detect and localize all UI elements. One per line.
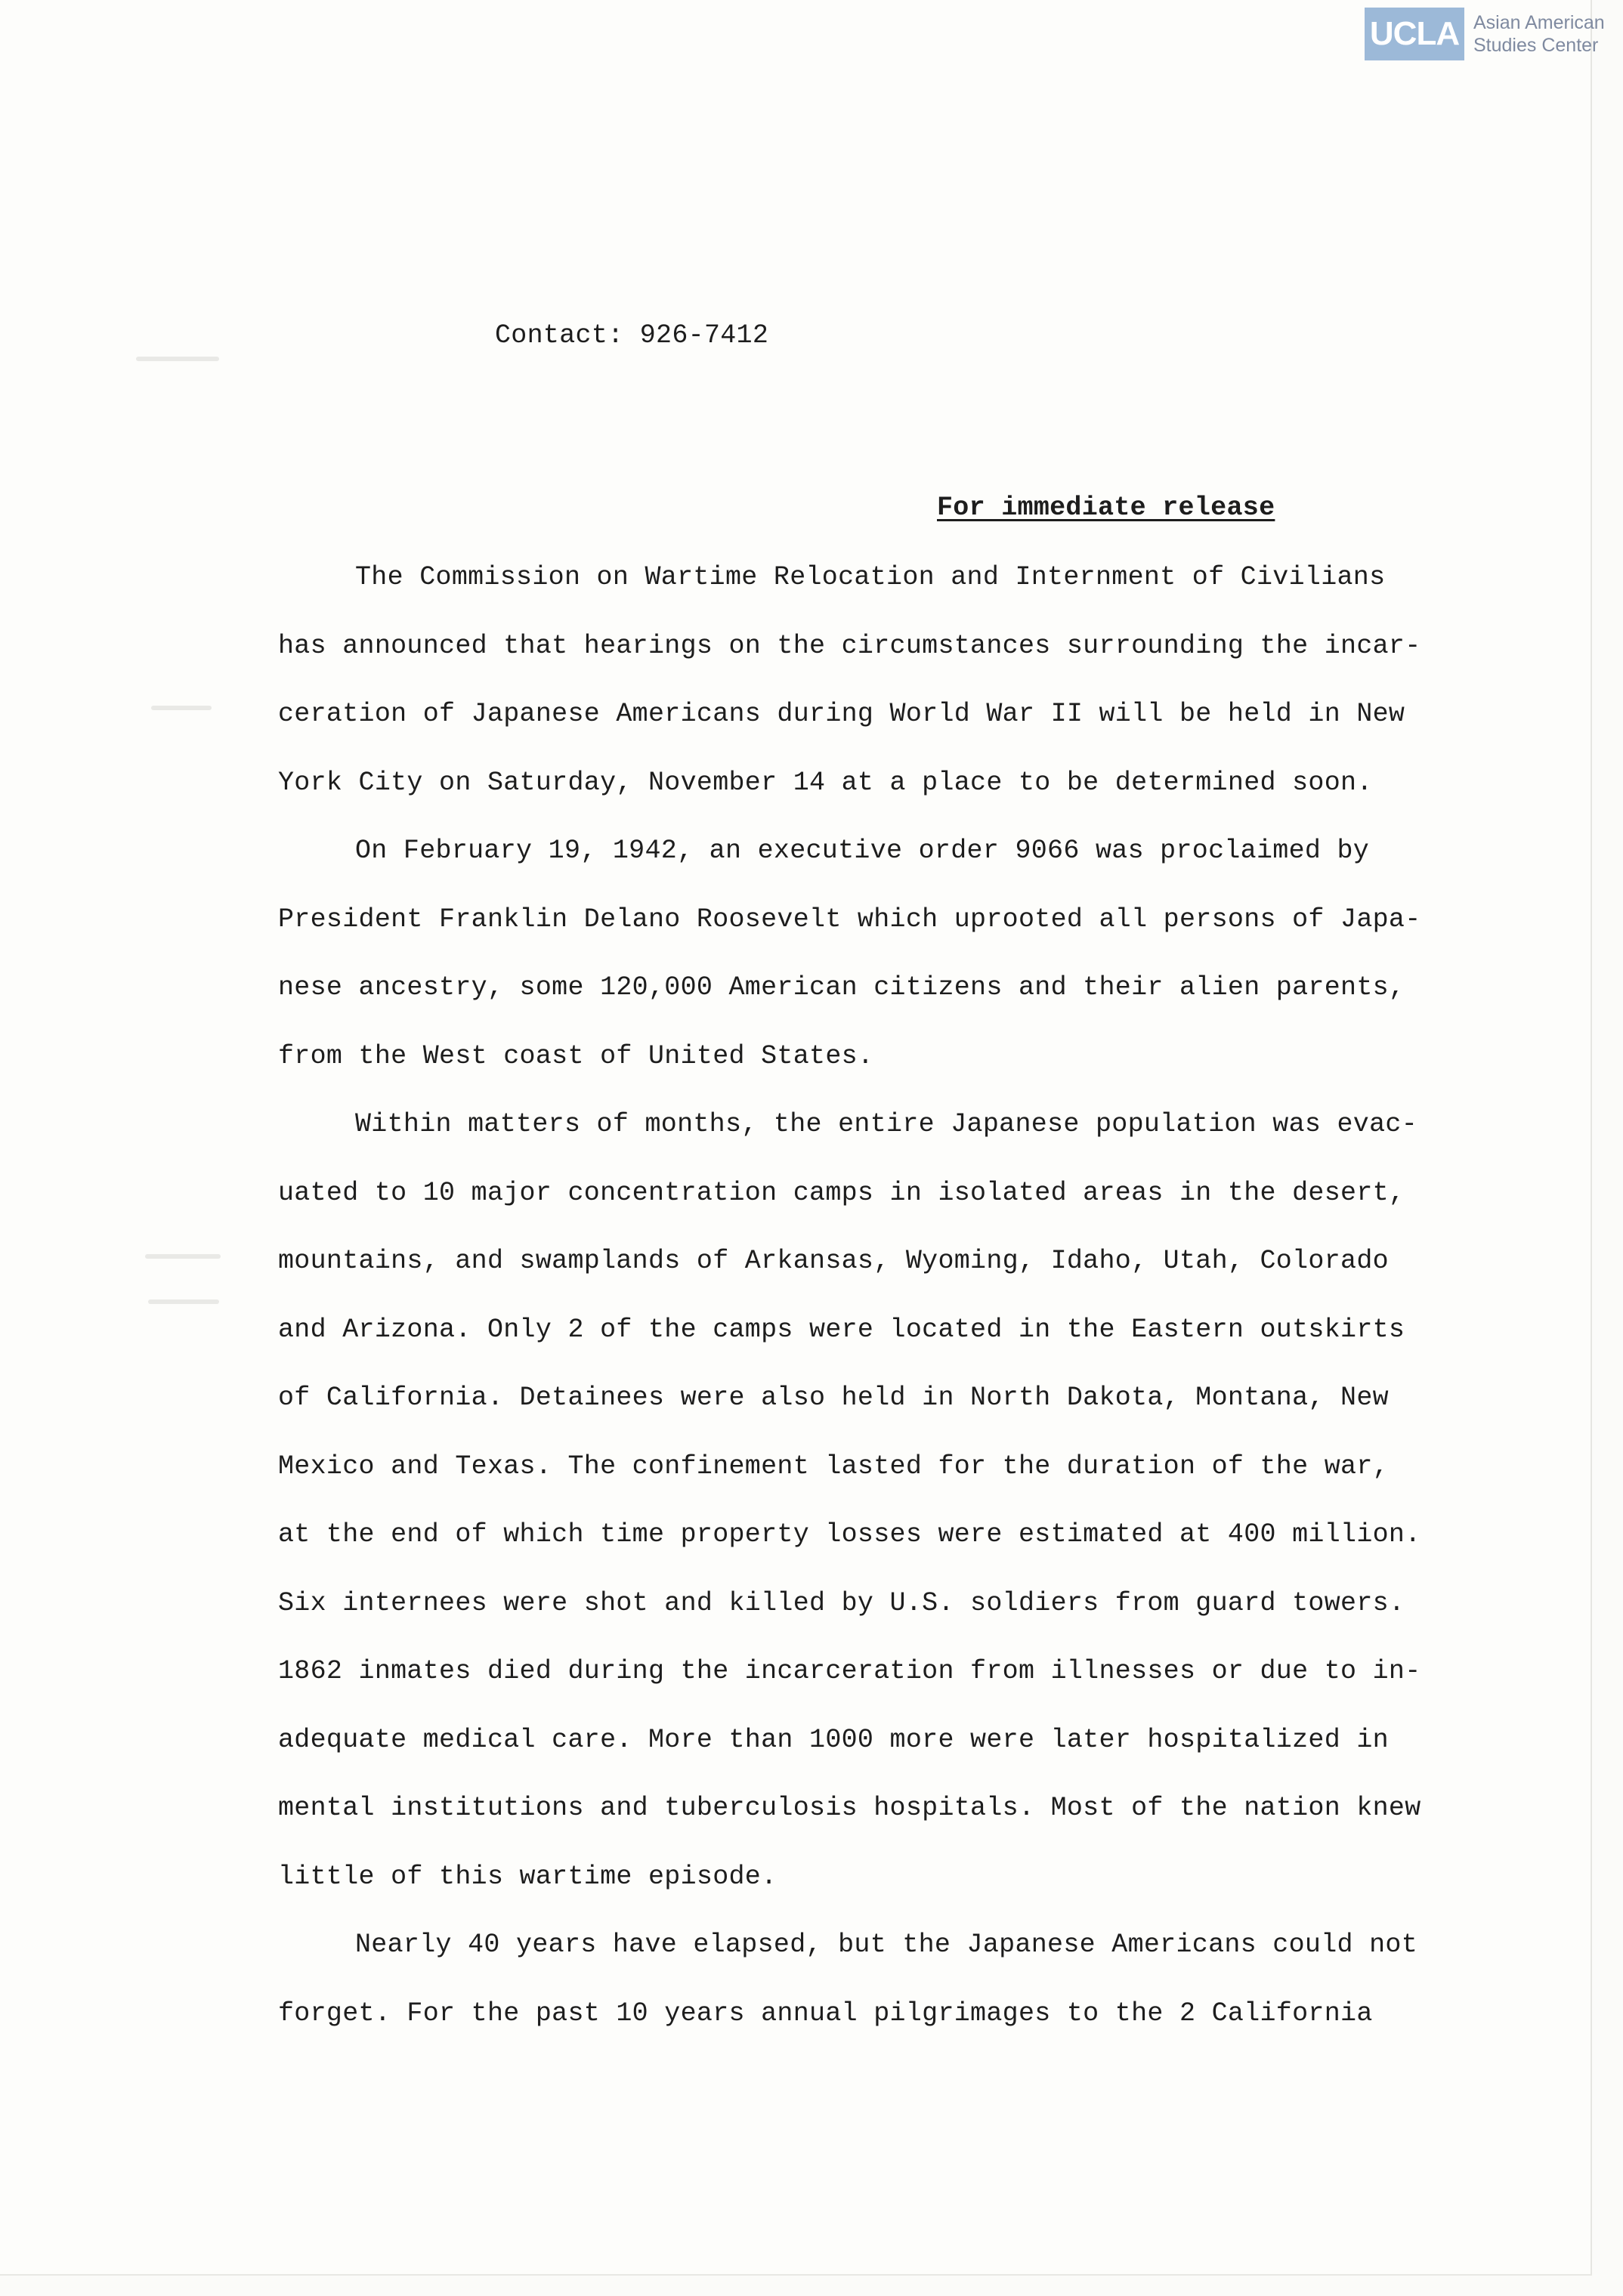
body-line: little of this wartime episode.	[278, 1861, 777, 1892]
body-line: On February 19, 1942, an executive order 9066 was proclaimed by	[355, 836, 1370, 866]
body-line: at the end of which time property losses were estimated at 400 million.	[278, 1519, 1421, 1550]
body-line: from the West coast of United States.	[278, 1040, 874, 1071]
body-line: ceration of Japanese Americans during World War II will be held in New	[278, 699, 1405, 729]
body-line: adequate medical care. More than 1000 more were later hospitalized in	[278, 1724, 1389, 1755]
body-line: The Commission on Wartime Relocation and Internment of Civilians	[355, 562, 1386, 592]
margin-mark	[136, 357, 219, 361]
body-line: Mexico and Texas. The confinement lasted for the duration of the war,	[278, 1451, 1389, 1482]
body-line: has announced that hearings on the circumstances surrounding the incar-	[278, 630, 1421, 661]
body-line: mountains, and swamplands of Arkansas, Wyoming, Idaho, Utah, Colorado	[278, 1246, 1389, 1276]
press-release-body	[278, 555, 1421, 2059]
margin-mark	[145, 1254, 221, 1259]
logo-caption	[1473, 11, 1605, 57]
body-line: Nearly 40 years have elapsed, but the Japanese Americans could not	[355, 1930, 1418, 1960]
logo-caption-line1: Asian American	[1473, 12, 1605, 33]
body-line: and Arizona. Only 2 of the camps were located in the Eastern outskirts	[278, 1314, 1405, 1345]
body-line: forget. For the past 10 years annual pilgrimages to the 2 California	[278, 1998, 1373, 2029]
body-line: President Franklin Delano Roosevelt which uprooted all persons of Japa-	[278, 904, 1421, 935]
body-line: nese ancestry, some 120,000 American citizens and their alien parents,	[278, 972, 1405, 1003]
body-line: 1862 inmates died during the incarceration from illnesses or due to in-	[278, 1656, 1421, 1686]
body-line: Within matters of months, the entire Japanese population was evac-	[355, 1109, 1418, 1139]
body-line: Six internees were shot and killed by U.S. soldiers from guard towers.	[278, 1587, 1405, 1618]
release-heading: For immediate release	[937, 493, 1275, 523]
body-line: of California. Detainees were also held in North Dakota, Montana, New	[278, 1383, 1389, 1413]
body-line: York City on Saturday, November 14 at a place to be determined soon.	[278, 767, 1373, 798]
ucla-logo-mark: UCLA	[1365, 8, 1464, 60]
margin-mark	[151, 706, 212, 710]
logo-caption-line2: Studies Center	[1473, 35, 1599, 56]
contact-line: Contact: 926-7412	[495, 320, 769, 351]
body-line: uated to 10 major concentration camps in isolated areas in the desert,	[278, 1177, 1405, 1208]
margin-mark	[148, 1299, 219, 1304]
body-line: mental institutions and tuberculosis hospitals. Most of the nation knew	[278, 1793, 1421, 1823]
ucla-logo	[1365, 8, 1605, 60]
